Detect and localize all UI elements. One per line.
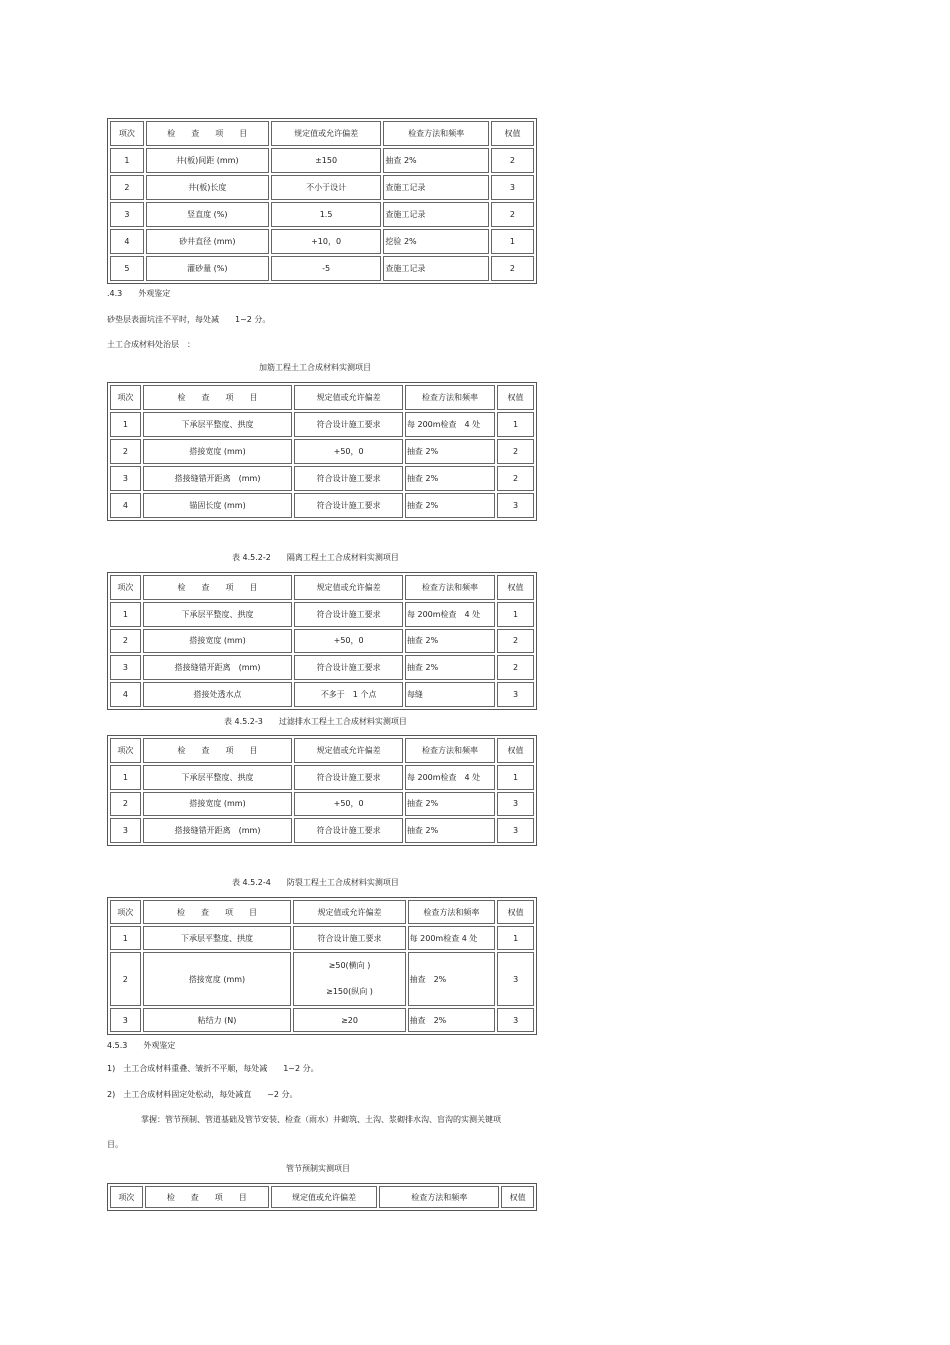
filter-drainage-table bbox=[107, 735, 537, 846]
table-cell: +50，0 bbox=[294, 629, 403, 654]
header-cell: 检 查 项 目 bbox=[145, 1186, 269, 1208]
table-cell: 符合设计施工要求 bbox=[294, 602, 403, 627]
header-cell: 检 查 项 目 bbox=[146, 121, 269, 146]
header-cell: 检 查 项 目 bbox=[143, 385, 293, 410]
table-cell: 2 bbox=[497, 439, 534, 464]
table-caption: 表 4.5.2-4 防裂工程土工合成材料实测项目 bbox=[232, 878, 399, 887]
header-cell: 检 查 项 目 bbox=[143, 900, 292, 924]
paragraph: 土工合成材料处治层 ： bbox=[107, 340, 195, 349]
header-cell: 检查方法和频率 bbox=[405, 575, 495, 600]
table-cell: 抽查 2% bbox=[405, 493, 495, 518]
table-cell: 5 bbox=[110, 256, 144, 281]
table-cell: 3 bbox=[497, 792, 534, 817]
table-cell: 3 bbox=[497, 1008, 534, 1032]
table-cell: 3 bbox=[110, 466, 141, 491]
header-cell: 权值 bbox=[501, 1186, 534, 1208]
table-cell: 1.5 bbox=[271, 202, 382, 227]
table-cell: 符合设计施工要求 bbox=[294, 412, 403, 437]
table-cell: 符合设计施工要求 bbox=[294, 493, 403, 518]
table-cell: 竖直度 (%) bbox=[146, 202, 269, 227]
table-header-row bbox=[110, 1186, 534, 1208]
table-cell: 下承层平整度、拱度 bbox=[143, 412, 293, 437]
table-cell: 挖验 2% bbox=[383, 229, 489, 254]
table-cell: 砂井直径 (mm) bbox=[146, 229, 269, 254]
table-cell: 查施工记录 bbox=[383, 256, 489, 281]
table-cell: 2 bbox=[497, 655, 534, 680]
table-cell: 2 bbox=[110, 439, 141, 464]
header-cell: 规定值或允许偏差 bbox=[294, 575, 403, 600]
table-row bbox=[110, 412, 534, 437]
table-cell: 灌砂量 (%) bbox=[146, 256, 269, 281]
table-header-row bbox=[110, 900, 534, 924]
table-cell: 每 200m检查 4 处 bbox=[405, 765, 495, 790]
table-caption: 管节预制实测项目 bbox=[286, 1164, 350, 1173]
table-cell: 抽查 2% bbox=[405, 439, 495, 464]
header-cell: 项次 bbox=[110, 385, 141, 410]
table-cell: 2 bbox=[110, 952, 141, 1006]
sand-well-table bbox=[107, 118, 537, 284]
table-row bbox=[110, 655, 534, 680]
table-cell: 抽查 2% bbox=[405, 818, 495, 843]
isolation-table bbox=[107, 572, 537, 710]
value-line: ≥50(横向 ) bbox=[328, 961, 371, 970]
table-cell: 1 bbox=[110, 412, 141, 437]
table-cell: 井(板)间距 (mm) bbox=[146, 148, 269, 173]
header-cell: 项次 bbox=[110, 575, 141, 600]
header-cell: 项次 bbox=[110, 121, 144, 146]
header-cell: 权值 bbox=[497, 385, 534, 410]
table-cell: 搭接宽度 (mm) bbox=[143, 629, 293, 654]
table-cell: 搭接缝错开距离 (mm) bbox=[143, 818, 293, 843]
header-cell: 检 查 项 目 bbox=[143, 575, 293, 600]
table-cell: 抽查 2% bbox=[405, 629, 495, 654]
table-row bbox=[110, 792, 534, 817]
table-cell: 查施工记录 bbox=[383, 202, 489, 227]
value-line: ≥150(纵向 ) bbox=[326, 987, 373, 996]
table-cell-multiline bbox=[293, 952, 405, 1006]
table-row bbox=[110, 629, 534, 654]
table-cell: 1 bbox=[497, 926, 534, 950]
table-cell: 抽查 2% bbox=[405, 655, 495, 680]
table-cell: 符合设计施工要求 bbox=[294, 818, 403, 843]
table-cell: 搭接缝错开距离 (mm) bbox=[143, 655, 293, 680]
table-cell: 抽查 2% bbox=[405, 792, 495, 817]
table-cell: 2 bbox=[491, 202, 534, 227]
table-cell: 符合设计施工要求 bbox=[294, 655, 403, 680]
table-cell: 锚固长度 (mm) bbox=[143, 493, 293, 518]
table-row bbox=[110, 952, 534, 1006]
table-row bbox=[110, 256, 534, 281]
header-cell: 权值 bbox=[497, 738, 534, 763]
table-cell: 4 bbox=[110, 682, 141, 707]
table-cell: 搭接宽度 (mm) bbox=[143, 952, 292, 1006]
table-header-row bbox=[110, 385, 534, 410]
table-row bbox=[110, 926, 534, 950]
table-row bbox=[110, 493, 534, 518]
table-cell: 3 bbox=[497, 952, 534, 1006]
paragraph: 砂垫层表面坑洼不平时，每处减 1~2 分。 bbox=[107, 315, 271, 324]
header-cell: 项次 bbox=[110, 900, 141, 924]
table-cell: 抽查 2% bbox=[405, 466, 495, 491]
table-cell: 查施工记录 bbox=[383, 175, 489, 200]
paragraph: 掌握：管节预制、管道基础及管节安装、检查（雨水）井砌筑、土沟、浆砌排水沟、盲沟的实测关键项 bbox=[141, 1115, 501, 1124]
header-cell: 检查方法和频率 bbox=[383, 121, 489, 146]
header-cell: 权值 bbox=[497, 900, 534, 924]
header-cell: 规定值或允许偏差 bbox=[294, 738, 403, 763]
table-cell: 1 bbox=[110, 602, 141, 627]
table-cell: 3 bbox=[497, 493, 534, 518]
anti-crack-table bbox=[107, 897, 537, 1035]
reinforcement-table bbox=[107, 382, 537, 521]
table-cell: 2 bbox=[110, 792, 141, 817]
table-cell: 井(板)长度 bbox=[146, 175, 269, 200]
table-cell: 下承层平整度、拱度 bbox=[143, 765, 293, 790]
table-cell: 不多于 1 个点 bbox=[294, 682, 403, 707]
table-cell: 1 bbox=[491, 229, 534, 254]
table-cell: 2 bbox=[497, 466, 534, 491]
paragraph: 目。 bbox=[107, 1140, 123, 1149]
table-header-row bbox=[110, 738, 534, 763]
table-cell: 1 bbox=[110, 148, 144, 173]
section-heading: 4.5.3 外观鉴定 bbox=[107, 1041, 176, 1050]
table-cell: 2 bbox=[491, 148, 534, 173]
table-cell: 抽查 2% bbox=[408, 952, 496, 1006]
table-cell: 1 bbox=[110, 765, 141, 790]
header-cell: 检查方法和频率 bbox=[405, 385, 495, 410]
header-cell: 检查方法和频率 bbox=[405, 738, 495, 763]
header-cell: 检查方法和频率 bbox=[379, 1186, 499, 1208]
table-cell: +10，0 bbox=[271, 229, 382, 254]
paragraph: 2) 土工合成材料固定处松动，每处减直 ~2 分。 bbox=[107, 1090, 298, 1099]
header-cell: 项次 bbox=[110, 1186, 143, 1208]
section-heading: .4.3 外观鉴定 bbox=[107, 289, 171, 298]
header-cell: 规定值或允许偏差 bbox=[293, 900, 405, 924]
table-cell: ±150 bbox=[271, 148, 382, 173]
table-cell: 3 bbox=[497, 682, 534, 707]
table-cell: 每 200m检查 4 处 bbox=[408, 926, 496, 950]
table-cell: +50，0 bbox=[294, 792, 403, 817]
header-cell: 规定值或允许偏差 bbox=[271, 1186, 377, 1208]
table-cell: 1 bbox=[497, 765, 534, 790]
table-cell: 3 bbox=[110, 202, 144, 227]
table-cell: 3 bbox=[491, 175, 534, 200]
table-row bbox=[110, 175, 534, 200]
table-cell: 2 bbox=[491, 256, 534, 281]
table-cell: 符合设计施工要求 bbox=[294, 765, 403, 790]
table-cell: 每 200m检查 4 处 bbox=[405, 412, 495, 437]
table-cell: 1 bbox=[497, 412, 534, 437]
table-cell: 2 bbox=[110, 175, 144, 200]
table-row bbox=[110, 148, 534, 173]
table-caption: 表 4.5.2-2 隔离工程土工合成材料实测项目 bbox=[232, 553, 399, 562]
header-cell: 权值 bbox=[491, 121, 534, 146]
table-cell: 3 bbox=[110, 655, 141, 680]
table-row bbox=[110, 765, 534, 790]
table-cell: 下承层平整度、拱度 bbox=[143, 926, 292, 950]
table-cell: 2 bbox=[110, 629, 141, 654]
table-cell: 2 bbox=[497, 629, 534, 654]
table-row bbox=[110, 202, 534, 227]
table-cell: 每缝 bbox=[405, 682, 495, 707]
table-caption: 加筋工程土工合成材料实测项目 bbox=[259, 363, 371, 372]
table-cell: 3 bbox=[497, 818, 534, 843]
table-cell: 下承层平整度、拱度 bbox=[143, 602, 293, 627]
table-cell: 不小于设计 bbox=[271, 175, 382, 200]
table-cell: 3 bbox=[110, 818, 141, 843]
table-row bbox=[110, 818, 534, 843]
table-row bbox=[110, 602, 534, 627]
paragraph: 1) 土工合成材料重叠、皱折不平顺，每处减 1~2 分。 bbox=[107, 1064, 319, 1073]
table-cell: 粘结力 (N) bbox=[143, 1008, 292, 1032]
table-cell: 搭接宽度 (mm) bbox=[143, 792, 293, 817]
table-cell: 符合设计施工要求 bbox=[293, 926, 405, 950]
table-cell: 4 bbox=[110, 229, 144, 254]
table-cell: 3 bbox=[110, 1008, 141, 1032]
table-cell: 搭接缝错开距离 (mm) bbox=[143, 466, 293, 491]
table-row bbox=[110, 682, 534, 707]
table-header-row bbox=[110, 575, 534, 600]
table-row bbox=[110, 229, 534, 254]
header-cell: 检 查 项 目 bbox=[143, 738, 293, 763]
pipe-prefab-table bbox=[107, 1183, 537, 1211]
table-header-row bbox=[110, 121, 534, 146]
table-cell: 搭接处透水点 bbox=[143, 682, 293, 707]
table-row bbox=[110, 439, 534, 464]
table-cell: 1 bbox=[497, 602, 534, 627]
table-cell: +50，0 bbox=[294, 439, 403, 464]
table-cell: 抽查 2% bbox=[408, 1008, 496, 1032]
header-cell: 项次 bbox=[110, 738, 141, 763]
table-cell: -5 bbox=[271, 256, 382, 281]
header-cell: 权值 bbox=[497, 575, 534, 600]
table-cell: 符合设计施工要求 bbox=[294, 466, 403, 491]
table-cell: 1 bbox=[110, 926, 141, 950]
header-cell: 规定值或允许偏差 bbox=[271, 121, 382, 146]
header-cell: 检查方法和频率 bbox=[408, 900, 496, 924]
table-caption: 表 4.5.2-3 过滤排水工程土工合成材料实测项目 bbox=[224, 717, 407, 726]
table-cell: 抽查 2% bbox=[383, 148, 489, 173]
header-cell: 规定值或允许偏差 bbox=[294, 385, 403, 410]
table-cell: 每 200m检查 4 处 bbox=[405, 602, 495, 627]
table-cell: 搭接宽度 (mm) bbox=[143, 439, 293, 464]
table-cell: 4 bbox=[110, 493, 141, 518]
table-cell: ≥20 bbox=[293, 1008, 405, 1032]
table-row bbox=[110, 466, 534, 491]
table-row bbox=[110, 1008, 534, 1032]
